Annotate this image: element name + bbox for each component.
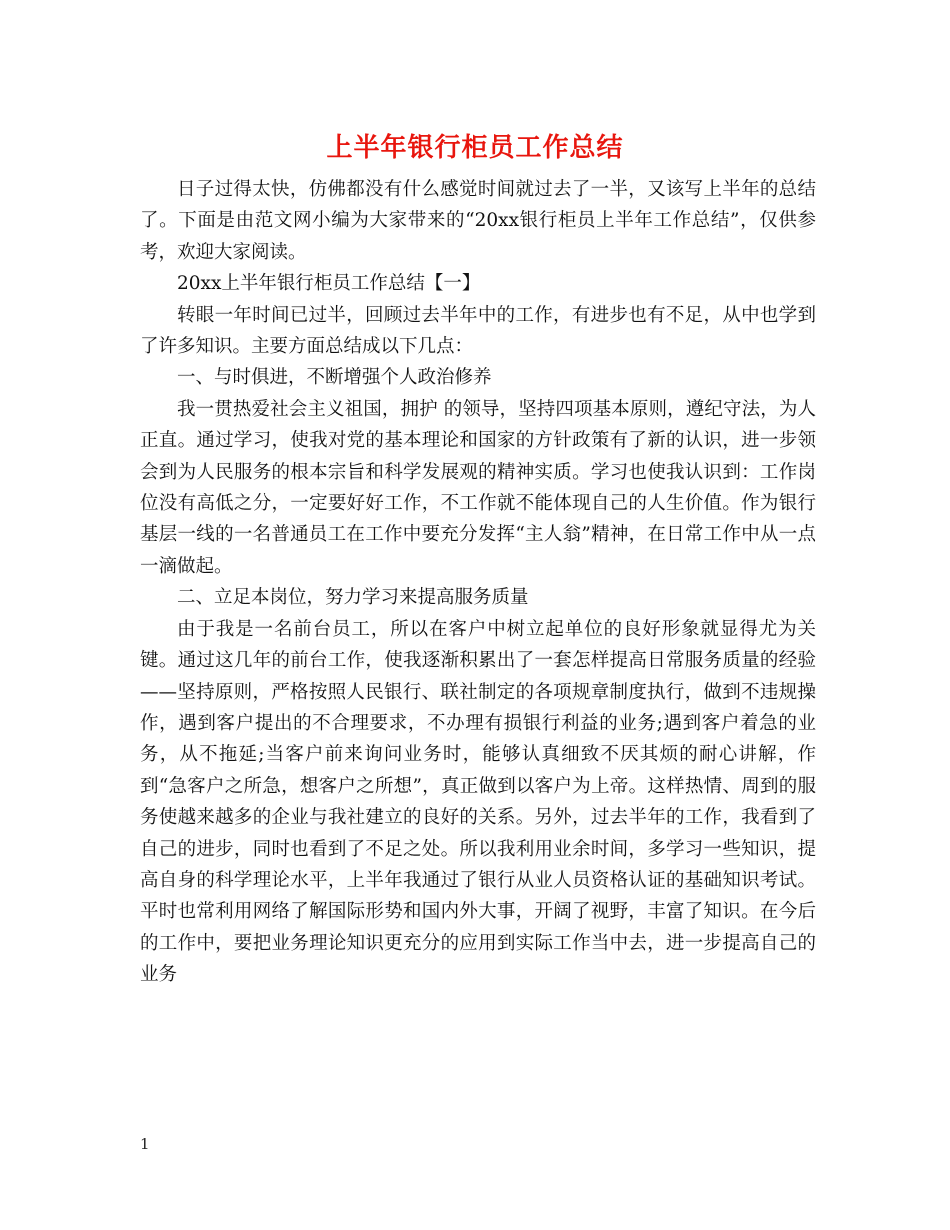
paragraph-overview: 转眼一年时间已过半，回顾过去半年中的工作，有进步也有不足，从中也学到了许多知识。主要方面总结成以下几点：	[140, 304, 816, 358]
paragraph-intro: 日子过得太快，仿佛都没有什么感觉时间就过去了一半，又该写上半年的总结了。下面是由范文网小编为大家带来的“20xx银行柜员上半年工作总结”，仅供参考，欢迎大家阅读。	[140, 179, 816, 263]
subheading-one: 一、与时俱进，不断增强个人政治修养	[177, 367, 492, 389]
section-heading: 20xx上半年银行柜员工作总结【一】	[177, 273, 481, 295]
paragraph-service: 由于我是一名前台员工，所以在客户中树立起单位的良好形象就显得尤为关键。通过这几年的前台工作，使我逐渐积累出了一套怎样提高日常服务质量的经验——坚持原则，严格按照人民银行、联社制定的各项规章制度执行，做到不违规操作，遇到客户提出的不合理要求，不办理有损银行利益的业务;遇到客户着急的业务，从不拖延;当客户前来询问业务时，能够认真细致不厌其烦的耐心讲解，作到“急客户之所急，想客户之所想”，真正做到以客户为上帝。这样热情、周到的服务使越来越多的企业与我社建立的良好的关系。另外，过去半年的工作，我看到了自己的进步，同时也看到了不足之处。所以我利用业余时间，多学习一些知识，提高自身的科学理论水平，上半年我通过了银行从业人员资格认证的基础知识考试。平时也常利用网络了解国际形势和国内外大事，开阔了视野，丰富了知识。在今后的工作中，要把业务理论知识更充分的应用到实际工作当中去，进一步提高自己的业务	[140, 618, 816, 986]
document-title: 上半年银行柜员工作总结	[326, 133, 624, 163]
paragraph-political: 我一贯热爱社会主义祖国，拥护 的领导，坚持四项基本原则，遵纪守法，为人正直。通过学习，使我对党的基本理论和国家的方针政策有了新的认识，进一步领会到为人民服务的根本宗旨和科学发展观的精神实质。学习也使我认识到：工作岗位没有高低之分，一定要好好工作，不工作就不能体现自己的人生价值。作为银行基层一线的一名普通员工在工作中要充分发挥“主人翁”精神，在日常工作中从一点一滴做起。	[140, 398, 816, 577]
document-body	[140, 174, 816, 991]
page-number: 1	[140, 1135, 150, 1153]
subheading-two: 二、立足本岗位，努力学习来提高服务质量	[177, 587, 529, 609]
